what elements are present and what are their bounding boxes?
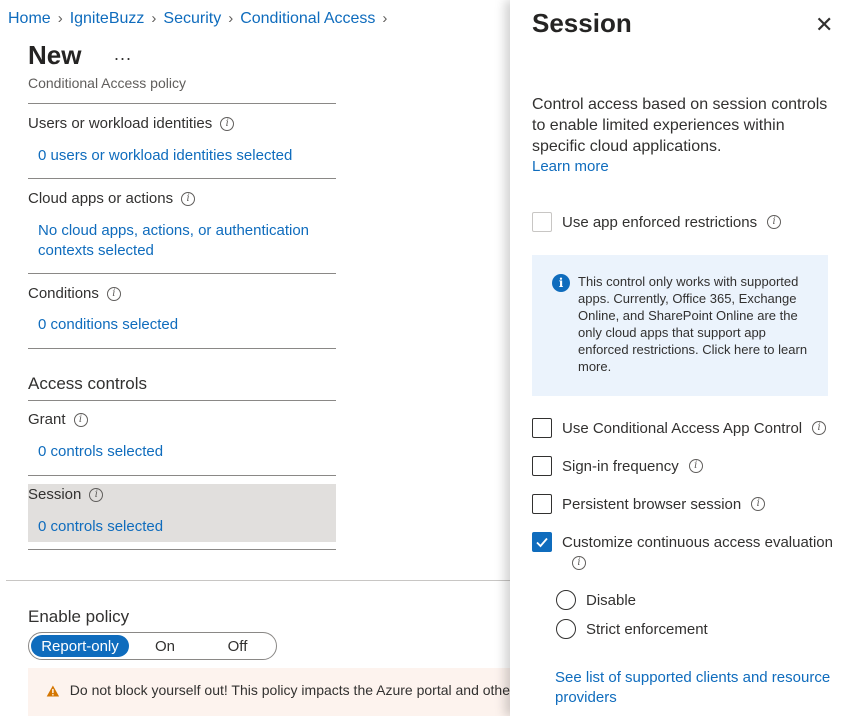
app-control-checkbox[interactable] xyxy=(532,418,552,438)
warning-icon xyxy=(46,682,60,700)
grant-label xyxy=(28,411,88,428)
divider xyxy=(28,103,336,104)
apps-label xyxy=(28,190,195,207)
info-icon[interactable]: i xyxy=(74,413,88,427)
warning-text: Do not block yourself out! This policy impacts the Azure portal and othe xyxy=(69,682,510,698)
radio-strict-enforcement[interactable] xyxy=(556,619,576,639)
session-label-text: Session xyxy=(28,486,82,503)
cae-checkbox-row[interactable] xyxy=(532,532,833,552)
session-blade xyxy=(510,0,850,716)
radio-disable-row[interactable] xyxy=(556,590,636,610)
info-icon[interactable]: i xyxy=(181,192,195,206)
report-only-option[interactable]: Report-only xyxy=(31,635,129,657)
info-icon: i xyxy=(552,274,570,292)
info-icon[interactable]: i xyxy=(767,215,781,229)
on-option[interactable]: On xyxy=(154,637,175,655)
info-icon[interactable]: i xyxy=(89,488,103,502)
more-options-button[interactable]: ... xyxy=(114,44,133,64)
apps-selector-link[interactable]: No cloud apps, actions, or authentication contexts selected xyxy=(38,222,310,259)
app-control-checkbox-row[interactable] xyxy=(532,418,826,438)
section-divider xyxy=(6,580,510,581)
chevron-right-icon: › xyxy=(57,10,63,27)
breadcrumb-security[interactable]: Security xyxy=(163,10,222,27)
lockout-warning-banner xyxy=(28,668,510,716)
sign-in-frequency-checkbox[interactable] xyxy=(532,456,552,476)
divider xyxy=(28,273,336,274)
divider xyxy=(28,475,336,476)
radio-disable-label: Disable xyxy=(586,591,637,609)
users-label-text: Users or workload identities xyxy=(28,115,213,132)
app-control-label: Use Conditional Access App Control xyxy=(562,419,803,437)
users-selector-link[interactable]: 0 users or workload identities selected xyxy=(38,147,293,164)
radio-strict-row[interactable] xyxy=(556,619,708,639)
divider xyxy=(28,549,336,550)
grant-selector-link[interactable]: 0 controls selected xyxy=(38,443,164,460)
persistent-browser-checkbox-row[interactable] xyxy=(532,494,765,514)
persistent-browser-label: Persistent browser session xyxy=(562,495,742,513)
sign-in-frequency-label: Sign-in frequency xyxy=(562,457,679,475)
breadcrumb-home[interactable]: Home xyxy=(8,10,51,27)
access-controls-heading: Access controls xyxy=(28,374,148,393)
info-icon[interactable]: i xyxy=(751,497,765,511)
info-box-text: This control only works with supported apps. Currently, Office 365, Exchange Online, and SharePoint Online are the only cloud apps that support app enforced restrictions. Click here to learn more. xyxy=(578,274,808,374)
blade-description: Control access based on session controls to enable limited experiences within specific cloud applications. xyxy=(532,96,828,155)
app-enforced-info-box xyxy=(532,255,828,396)
cae-checkbox[interactable] xyxy=(532,532,552,552)
chevron-right-icon: › xyxy=(151,10,157,27)
breadcrumb xyxy=(8,10,394,28)
breadcrumb-conditional-access[interactable]: Conditional Access xyxy=(240,10,376,27)
apps-label-text: Cloud apps or actions xyxy=(28,190,174,207)
info-icon[interactable]: i xyxy=(220,117,234,131)
learn-more-link[interactable]: Learn more xyxy=(532,158,609,175)
chevron-right-icon: › xyxy=(382,10,388,27)
info-icon[interactable]: i xyxy=(572,556,586,570)
info-icon[interactable]: i xyxy=(812,421,826,435)
info-icon[interactable]: i xyxy=(689,459,703,473)
conditions-selector-link[interactable]: 0 conditions selected xyxy=(38,316,179,333)
enable-policy-toggle xyxy=(28,632,277,660)
grant-label-text: Grant xyxy=(28,411,66,428)
breadcrumb-ignitebuzz[interactable]: IgniteBuzz xyxy=(69,10,145,27)
session-label xyxy=(28,486,103,503)
blade-title: Session xyxy=(532,8,632,38)
divider xyxy=(28,178,336,179)
chevron-right-icon: › xyxy=(228,10,234,27)
app-enforced-checkbox[interactable] xyxy=(532,212,552,232)
cae-label: Customize continuous access evaluation xyxy=(562,533,833,551)
app-enforced-restrictions-checkbox-row[interactable] xyxy=(532,212,781,232)
off-option[interactable]: Off xyxy=(227,637,248,655)
divider xyxy=(28,400,336,401)
radio-disable[interactable] xyxy=(556,590,576,610)
persistent-browser-checkbox[interactable] xyxy=(532,494,552,514)
info-icon[interactable]: i xyxy=(107,287,121,301)
users-label xyxy=(28,115,234,132)
conditions-label xyxy=(28,285,121,302)
checkmark-icon xyxy=(535,535,549,549)
session-selector-link[interactable]: 0 controls selected xyxy=(38,518,164,535)
radio-strict-label: Strict enforcement xyxy=(586,620,708,638)
app-enforced-label: Use app enforced restrictions xyxy=(562,213,758,231)
divider xyxy=(28,348,336,349)
conditions-label-text: Conditions xyxy=(28,285,99,302)
sign-in-frequency-checkbox-row[interactable] xyxy=(532,456,703,476)
supported-clients-link[interactable]: See list of supported clients and resource providers xyxy=(555,669,831,706)
close-icon[interactable]: ✕ xyxy=(815,12,834,37)
page-subtitle: Conditional Access policy xyxy=(28,75,186,91)
enable-policy-label: Enable policy xyxy=(28,607,130,626)
page-title: New xyxy=(28,40,82,70)
